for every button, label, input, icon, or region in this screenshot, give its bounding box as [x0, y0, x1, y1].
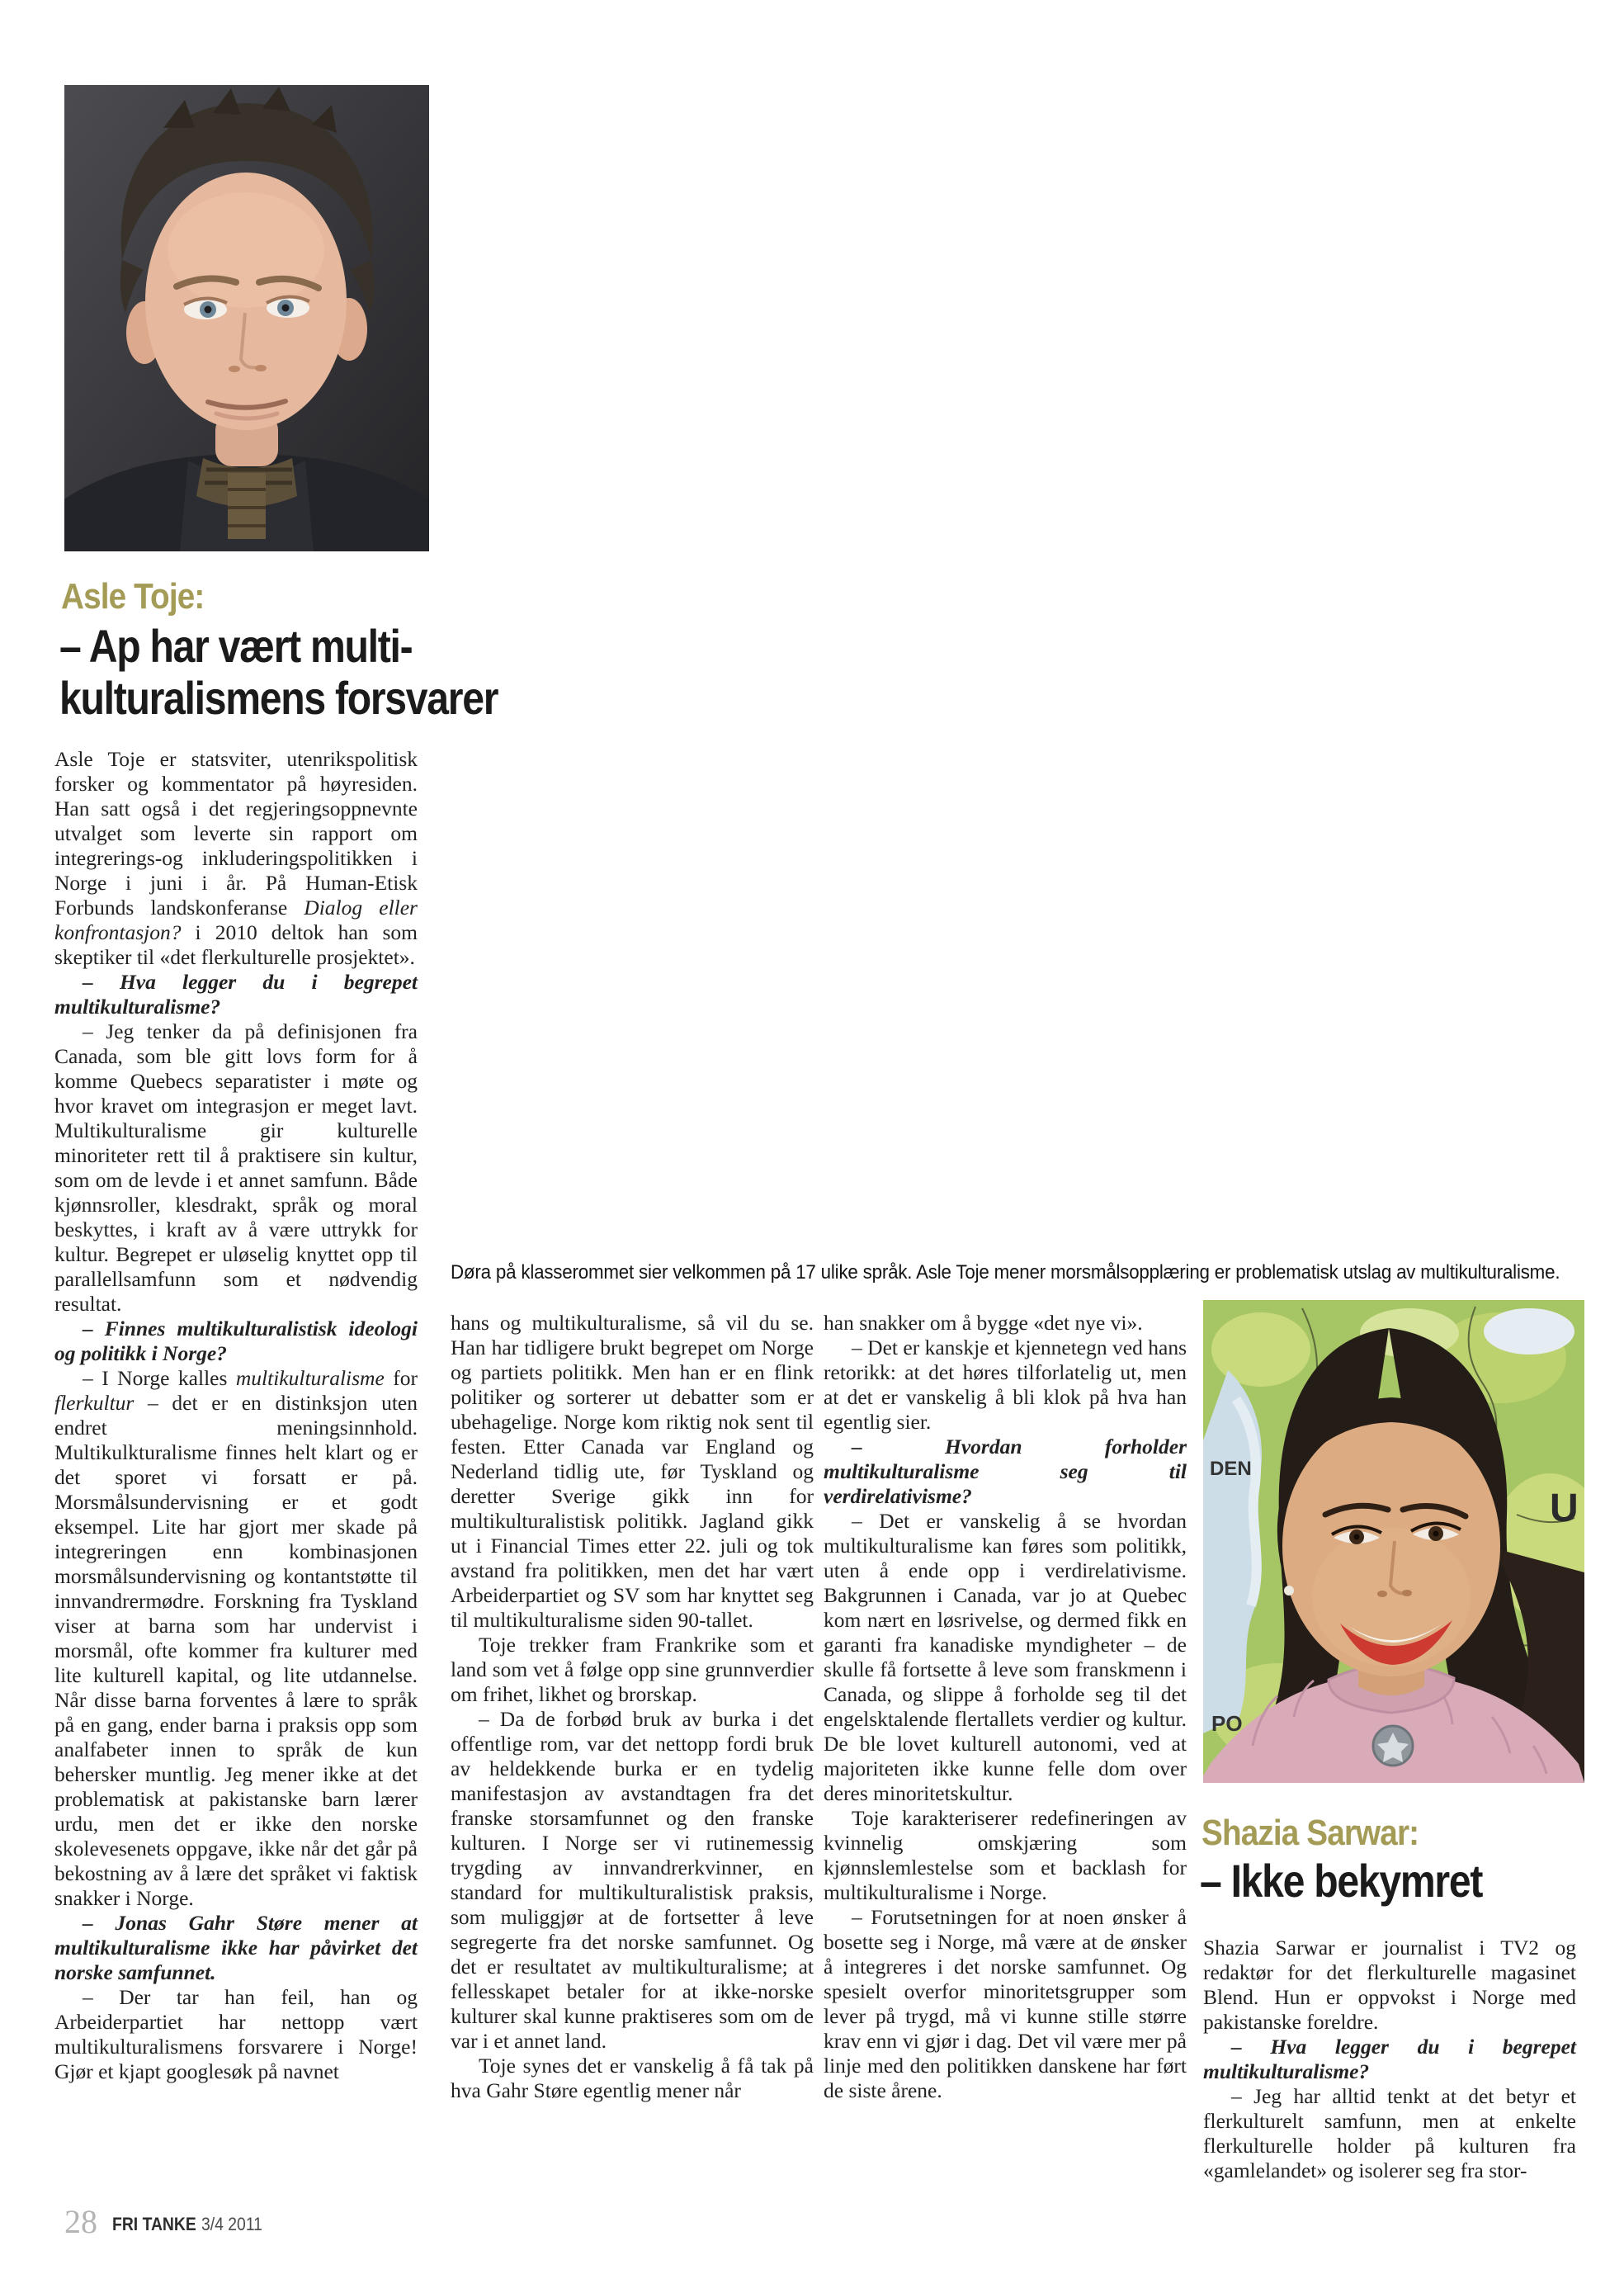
magazine-title: FRI TANKE — [112, 2214, 196, 2234]
asle-headline-line1: – Ap har vært multi- — [59, 620, 413, 672]
interview-question: – Jonas Gahr Støre mener at multikulturalisme ikke har påvirket det norske samfunnet. — [54, 1911, 418, 1984]
body-paragraph: Asle Toje er statsviter, utenrikspolitisk forsker og kommentator på høyresiden. Han satt også i det regjeringsoppnevnte utvalget som leverte sin rapport om integrerings-og inkluderingspolitikken i Norge i juni i år. På Human-Etisk Forbunds landskonferanse Dialog eller konfrontasjon? i 2010 deltok han som skeptiker til «det flerkulturelle prosjektet». — [54, 747, 418, 969]
map-label-den: DEN — [1210, 1458, 1252, 1480]
body-paragraph: – Jeg har alltid tenkt at det betyr et flerkulturelt samfunn, men at enkelte flerkulturelle holder på kulturen fra «gamlelandet» og isolerer seg fra stor- — [1203, 2084, 1576, 2182]
body-paragraph: – Det er kanskje et kjennetegn ved hans retorikk: at det høres tilforlatelig ut, men at det er vanskelig å bli klok på hva han egentlig sier. — [824, 1336, 1187, 1434]
shazia-kicker: Shazia Sarwar: — [1201, 1813, 1419, 1853]
body-paragraph: Toje synes det er vanskelig å få tak på hva Gahr Støre egentlig mener når — [451, 2054, 814, 2102]
classroom-photo-caption: Døra på klasserommet sier velkommen på 17 ulike språk. Asle Toje mener morsmålsopplæring er problematisk utslag av multikulturalisme. — [451, 1261, 1560, 1284]
body-column-4 — [1203, 1936, 1576, 2183]
body-column-1 — [54, 747, 418, 2084]
interview-question: – Hva legger du i begrepet multikulturalisme? — [1203, 2035, 1576, 2083]
body-paragraph: – I Norge kalles multikulturalisme for flerkultur – det er en distinksjon uten endret meningsinnhold. Multikulkturalisme finnes helt klart og er det sporet vi forsatt er på. Morsmålsundervisning er et godt eksempel. Lite har gjort mer skade på integreringen enn kombinasjonen morsmålsundervisning og kontantstøtte til innvandrermødre. Forskning fra Tyskland viser at barna som har undervist i morsmål, ofte kommer fra kulturer med lite kulturell kapital, og lite utdannelse. Når disse barna forventes å lære to språk på en gang, ender barna i praksis opp som analfabeter innen to språk de kun behersker muntlig. Jeg mener ikke at det problematisk at pakistanske barn lærer urdu, men det er ikke den norske skolevesenets oppgave, ikke når det går på bekostning av å lære det språket vi faktisk snakker i Norge. — [54, 1366, 418, 1910]
body-column-3 — [824, 1311, 1187, 2103]
body-paragraph: han snakker om å bygge «det nye vi». — [824, 1311, 1143, 1335]
map-label-u: U — [1550, 1487, 1579, 1530]
body-paragraph: Toje karakteriserer redefineringen av kvinnelig omskjæring som kjønnslemlestelse som et backlash for multikulturalisme i Norge. — [824, 1806, 1187, 1904]
asle-toje-portrait-photo — [64, 85, 429, 551]
body-paragraph: – Der tar han feil, han og Arbeiderpartiet har nettopp vært multikulturalismens forsvarere i Norge! Gjør et kjapt googlesøk på navnet — [54, 1985, 418, 2083]
body-paragraph: Toje trekker fram Frankrike som et land som vet å følge opp sine grunnverdier om frihet, likhet og brorskap. — [451, 1633, 814, 1706]
magazine-issue: 3/4 2011 — [201, 2214, 262, 2234]
shazia-sarwar-portrait-photo — [1203, 1300, 1584, 1783]
body-paragraph: – Da de forbød bruk av burka i det offentlige rom, var det nettopp fordi bruk av heldekkende burka er en tydelig manifestasjon av avstandtagen fra det franske storsamfunnet og den franske kulturen. I Norge ser vi rutinemessig trygding av innvandrerkvinner, en standard for multikulturalistisk praksis, som muliggjør at de fortsetter å leve segregerte fra det norske samfunnet. Og det er resultatet av multikulturalisme; at fellesskapet betaler for at ikke-norske kulturer skal kunne praktiseres som om de var i et annet land. — [451, 1707, 814, 2053]
body-paragraph: – Det er vanskelig å se hvordan multikulturalisme kan føres som politikk, uten å ende opp i verdirelativisme. Bakgrunnen i Canada, var jo at Quebec kom nært en løsrivelse, og dermed fikk en garanti fra kanadiske myndigheter – de skulle få fortsette å leve som franskmenn i Canada, og slippe å forholde seg til det engelsktalende flertallets verdier og kultur. De ble lovet kulturell autonomi, ved at majoriteten ikke kunne felle dom over deres minoritetskultur. — [824, 1509, 1187, 1805]
asle-headline-line2: kulturalismens forsvarer — [59, 672, 498, 724]
asle-headline — [59, 620, 498, 724]
body-paragraph: Shazia Sarwar er journalist i TV2 og redaktør for det flerkulturelle magasinet Blend. Hun er oppvokst i Norge med pakistanske foreldre. — [1203, 1936, 1576, 2034]
page-number: 28 — [64, 2203, 97, 2240]
map-label-po: PO — [1211, 1711, 1243, 1736]
interview-question: – Finnes multikulturalistisk ideologi og politikk i Norge? — [54, 1317, 418, 1365]
body-column-2 — [451, 1311, 814, 2103]
body-paragraph: – Forutsetningen for at noen ønsker å bosette seg i Norge, må være at de ønsker å integreres i det norske samfunnet. Og spesielt overfor minoritetsgrupper som lever på trygd, må vi kunne stille større krav enn vi gjør i dag. Det vil være mer på linje med den politikken danskene har ført de siste årene. — [824, 1905, 1187, 2102]
shazia-headline: – Ikke bekymret — [1200, 1855, 1483, 1907]
asle-kicker: Asle Toje: — [61, 576, 205, 617]
interview-question: – Hva legger du i begrepet multikulturalisme? — [54, 970, 418, 1019]
interview-question: – Hvordan forholder multikulturalisme seg til verdirelativisme? — [824, 1435, 1187, 1508]
body-paragraph: hans og multikulturalisme, så vil du se. Han har tidligere brukt begrepet om Norge og partiets politikk. Men han er en flink politiker og sorterer ut debatter som er ubehagelige. Norge kom riktig nok sent til festen. Etter Canada var England og Nederland tidlig ute, før Tyskland og deretter Sverige gikk inn for multikulturalistisk politikk. Jagland gikk ut i Financial Times etter 22. juli og tok avstand fra politikken, men det har vært Arbeiderpartiet og SV som har knyttet seg til multikulturalisme siden 90-tallet. — [451, 1311, 814, 1632]
body-paragraph: – Jeg tenker da på definisjonen fra Canada, som ble gitt lovs form for å komme Quebecs separatister i møte og hvor kravet om integrasjon er meget lavt. Multikulturalisme gir kulturelle minoriteter rett til å praktisere sin kultur, som om de levde i et annet samfunn. Både kjønnsroller, klesdrakt, språk og moral beskyttes, i kraft av å være uttrykk for kultur. Begrepet er uløselig knyttet opp til parallellsamfunn som et nødvendig resultat. — [54, 1019, 418, 1316]
